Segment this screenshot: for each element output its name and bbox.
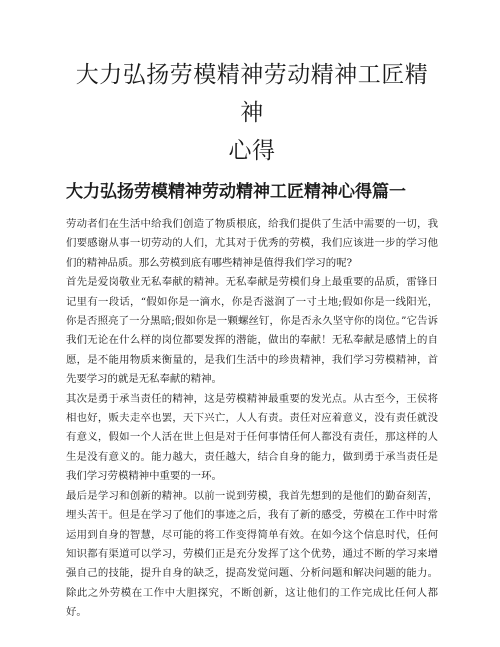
title-line-2: 心得 (228, 138, 276, 164)
paragraph-intro: 劳动者们在生活中给我们创造了物质根底，给我们提供了生活中需要的一切，我们要感谢从事一切劳动的人们，尤其对于优秀的劳模，我们应该进一步的学习他们的精神品质。那么劳模到底有哪些精神是值得我们学习的呢? (66, 218, 438, 269)
paragraph-innovation: 最后是学习和创新的精神。以前一说到劳模，我首先想到的是他们的勤奋刻苦，埋头苦干。但是在学习了他们的事迹之后，我有了新的感受，劳模在工作中时常运用到自身的智慧，尽可能的将工作变得简单有效。在如今这个信息时代，任何知识都有渠道可以学习，劳模们正是充分发挥了这个优势，通过不断的学习来增强自己的技能，提升自身的缺乏，提高发觉问题、分析问题和解决问题的能力。除此之外劳模在工作中大胆探究，不断创新，这让他们的工作完成比任何人都好。 (66, 489, 438, 619)
page-title (66, 0, 438, 170)
title-line-1: 大力弘扬劳模精神劳动精神工匠精神 (75, 62, 429, 126)
paragraph-responsibility: 其次是勇于承当责任的精神，这是劳模精神最重要的发光点。从古至今，王侯将相也好，贩夫走卒也罢，天下兴亡，人人有责。责任对应着意义，没有责任就没有意义，假如一个人活在世上但是对于任何事情任何人都没有责任，那这样的人生是没有意义的。能力越大，责任越大，结合自身的能力，做到勇于承当责任是我们学习劳模精神中重要的一环。 (66, 392, 438, 483)
paragraph-dedication: 首先是爱岗敬业无私奉献的精神。无私奉献是劳模们身上最重要的品质，雷锋日记里有一段话，“假如你是一滴水，你是否滋润了一寸土地;假如你是一线阳光，你是否照亮了一分黑暗;假如你是一颗螺丝钉，你是否永久坚守你的岗位。”它告诉我们无论在什么样的岗位都要发挥的潜能，做出的奉献！无私奉献是感情上的自愿，是不能用物质来衡量的，是我们生活中的珍贵精神，我们学习劳模精神，首先要学习的就是无私奉献的精神。 (66, 276, 438, 386)
body-text (66, 215, 438, 623)
section-heading: 大力弘扬劳模精神劳动精神工匠精神心得篇一 (66, 182, 406, 202)
